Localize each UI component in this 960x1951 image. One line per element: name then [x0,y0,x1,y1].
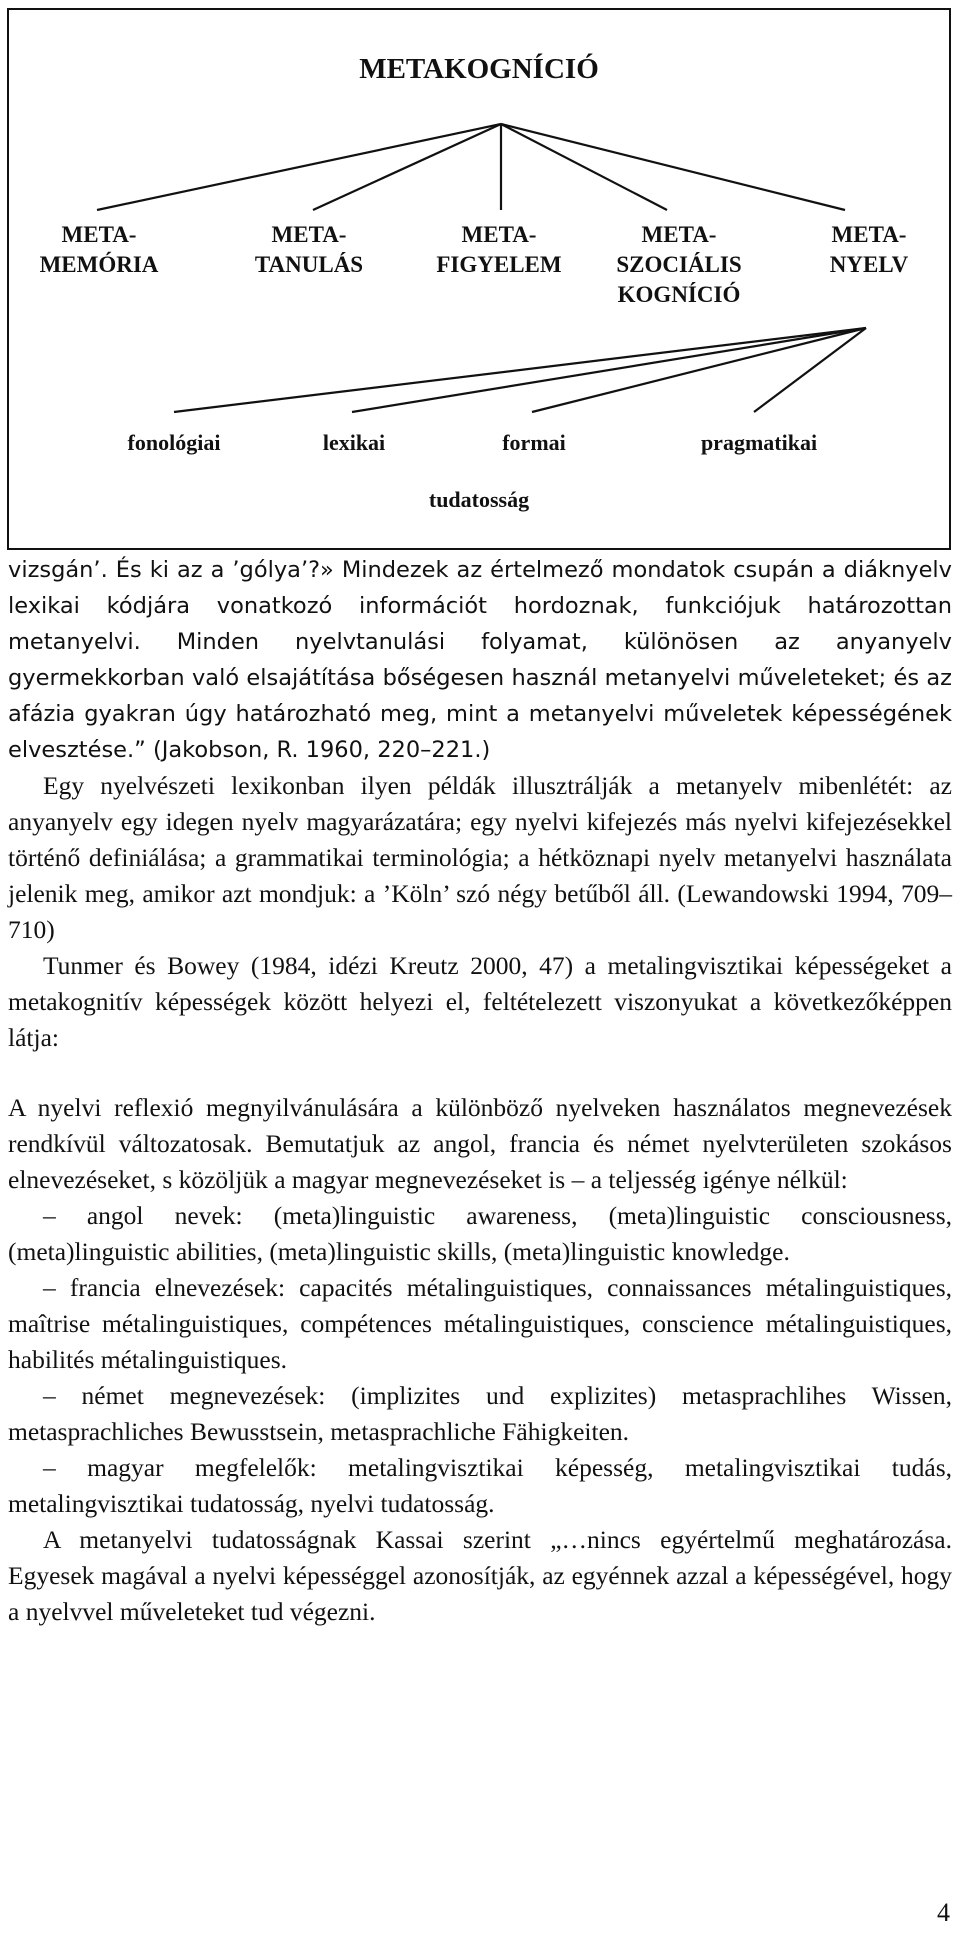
branch-3-line-2: FIGYELEM [436,252,562,277]
branch-4-line-1: META- [641,222,717,247]
branch-1-line-1: META- [61,222,137,247]
sub-line-1 [174,328,866,412]
branch-line-1 [97,124,501,210]
sub-branch-formai: formai [502,430,566,455]
paragraph-2: Egy nyelvészeti lexikonban ilyen példák illusztrálják a metanyelv mibenlétét: az anyanyelv egy idegen nyelv magyarázatára; egy nyelvi kifejezés más nyelvi kifejezésekkel történő definiálása; a grammatikai terminológia; a hétköznapi nyelv metanyelvi használata jelenik meg, amikor azt mondjuk: a ’Köln’ szó négy betűből áll. (Lewandowski 1994, 709–710) [8,771,952,944]
branch-line-5 [501,124,845,210]
branch-line-4 [501,124,667,210]
branch-meta-tanulas [229,220,389,280]
branch-5-line-1: META- [831,222,907,247]
paragraph-1: vizsgán’. És ki az a ’gólya’?» Mindezek az értelmező mondatok csupán a diáknyelv lexikai kódjára vonatkozó információt hordoznak, funkciójuk határozottan metanyelvi. Minden nyelvtanulási folyamat, különösen az anyanyelv gyermekkorban való elsajátítása bőségesen használ metanyelvi műveleteket; és az afázia gyakran úgy határozható meg, mint a metanyelvi műveletek képességének elvesztése.” (Jakobson, R. 1960, 220–221.) [8,557,952,763]
branch-meta-memoria [19,220,179,280]
diagram [7,8,951,550]
branch-4-line-2: SZOCIÁLIS [616,252,742,277]
list-item-angol: – angol nevek: (meta)linguistic awareness, (meta)linguistic consciousness, (meta)linguistic abilities, (meta)linguistic skills, (meta)linguistic knowledge. [8,1201,952,1266]
list-item-nemet: – német megnevezések: (implizites und explizites) metasprachlihes Wissen, metasprachliches Bewusstsein, metasprachliche Fähigkeiten. [8,1381,952,1446]
sub-line-3 [532,328,866,412]
sub-branch-lexikai: lexikai [322,430,386,455]
bottom-label: tudatosság [428,487,530,512]
paragraph-3: Tunmer és Bowey (1984, idézi Kreutz 2000, 47) a metalingvisztikai képességeket a metakognitív képességek között helyezi el, feltételezett viszonyukat a következőképpen látja: [8,951,952,1052]
sub-branch-fonologiai: fonológiai [127,430,221,455]
branch-line-2 [313,124,501,210]
sub-branch-pragmatikai: pragmatikai [700,430,818,455]
branch-5-line-2: NYELV [829,252,909,277]
branch-meta-figyelem [409,220,589,280]
page-number: 4 [937,1898,950,1927]
list-item-magyar: – magyar megfelelők: metalingvisztikai képesség, metalingvisztikai tudás, metalingvisztikai tudatosság, nyelvi tudatosság. [8,1453,952,1518]
branch-3-line-1: META- [461,222,537,247]
sub-line-2 [352,328,866,412]
branch-2-line-1: META- [271,222,347,247]
branch-1-line-2: MEMÓRIA [39,252,159,277]
list-item-francia: – francia elnevezések: capacités métalinguistiques, connaissances métalinguistiques, maîtrise métalinguistiques, compétences métalinguistiques, conscience métalinguistiques, habilités métalinguistiques. [8,1273,952,1374]
branch-meta-szocialis-kognicio [589,220,769,310]
branch-meta-nyelv [799,220,939,280]
branch-2-line-2: TANULÁS [254,252,364,277]
paragraph-kassai: A metanyelvi tudatosságnak Kassai szerint „…nincs egyértelmű meghatározása. Egyesek magával a nyelvi képességgel azonosítják, az egyénnek azzal a képességével, hogy a nyelvvel műveleteket tud végezni. [8,1525,952,1626]
paragraph-4: A nyelvi reflexió megnyilvánulására a különböző nyelveken használatos megnevezések rendkívül változatosak. Bemutatjuk az angol, francia és német nyelvterületen szokásos elnevezéseket, s közöljük a magyar megnevezéseket is – a teljesség igénye nélkül: [8,1093,952,1194]
branch-4-line-3: KOGNÍCIÓ [617,282,741,307]
body-text [8,552,952,1630]
diagram-title: METAKOGNÍCIÓ [359,53,599,85]
